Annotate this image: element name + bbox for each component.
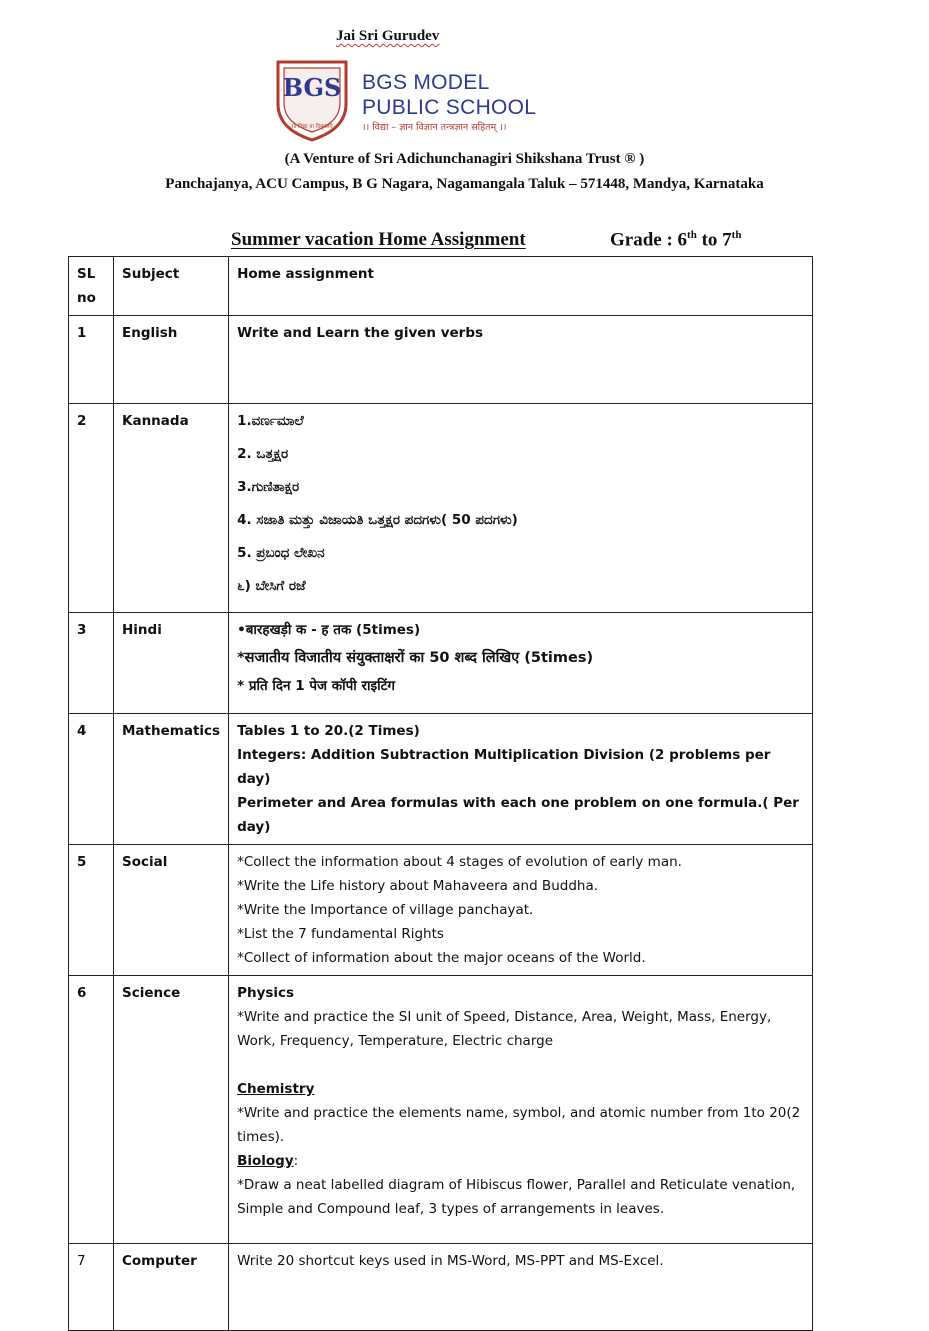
page-title: Summer vacation Home Assignment (231, 229, 526, 250)
table-row-science (69, 976, 813, 1244)
grade-label: Grade : 6th to 7th (610, 229, 742, 251)
biology-heading-line: Biology: (237, 1153, 299, 1169)
row-sl: 1 (69, 316, 114, 404)
table-row-hindi (69, 613, 813, 714)
row-subject: Hindi (114, 613, 229, 714)
row-assignment: 1.ವರ್ಣಮಾಲೆ 2. ಒತ್ತಕ್ಷರ 3.ಗುಣಿತಾಕ್ಷರ 4. ಸಜಾತಿ ಮತ್ತು ವಿಜಾಯತಿ ಒತ್ತಕ್ಷರ ಪದಗಳು( 50 ಪದಗಳು) 5. ಪ್ರಬಂಧ ಲೇಖನ ೬) ಬೇಸಿಗೆ ರಜೆ (229, 404, 813, 613)
header-sl: SL no (69, 257, 114, 316)
row-subject: English (114, 316, 229, 404)
table-row-computer (69, 1244, 813, 1331)
school-name: BGS MODEL PUBLIC SCHOOL (362, 71, 537, 119)
assignment-table (68, 256, 813, 1331)
header-subject: Subject (114, 257, 229, 316)
physics-heading: Physics (237, 985, 295, 1001)
address-line: Panchajanya, ACU Campus, B G Nagara, Nagamangala Taluk – 571448, Mandya, Karnataka (165, 176, 764, 192)
row-assignment: Tables 1 to 20.(2 Times) Integers: Addition Subtraction Multiplication Division (2 problems per day) Perimeter and Area formulas with each one problem on one formula.( Per day) (229, 714, 813, 845)
table-row-social (69, 845, 813, 976)
row-sl: 7 (69, 1244, 114, 1331)
chemistry-text: *Write and practice the elements name, symbol, and atomic number from 1to 20(2 times). (237, 1105, 801, 1145)
row-assignment: *Collect the information about 4 stages of evolution of early man. *Write the Life history about Mahaveera and Buddha. *Write the Importance of village panchayat. *List the 7 fundamental Rights *Collect of information about the major oceans of the World. (229, 845, 813, 976)
header-assignment: Home assignment (229, 257, 813, 316)
row-sl: 2 (69, 404, 114, 613)
school-motto: Jai Sri Gurudev (336, 28, 440, 44)
row-subject: Computer (114, 1244, 229, 1331)
row-assignment: Write and Learn the given verbs (229, 316, 813, 404)
table-row-english (69, 316, 813, 404)
row-sl: 4 (69, 714, 114, 845)
logo-letters-bg: BGS (282, 73, 342, 102)
row-subject: Social (114, 845, 229, 976)
chemistry-heading: Chemistry (237, 1081, 315, 1097)
row-assignment: •बारहखड़ी क - ह तक (5times) *सजातीय विजातीय संयुक्ताक्षरों का 50 शब्द लिखिए (5times) * प्रति दिन 1 पेज कॉपी राइटिंग (229, 613, 813, 714)
trust-line: (A Venture of Sri Adichunchanagiri Shikshana Trust ® ) (284, 151, 645, 167)
row-sl: 5 (69, 845, 114, 976)
school-logo (272, 58, 352, 142)
row-sl: 6 (69, 976, 114, 1244)
row-subject: Mathematics (114, 714, 229, 845)
row-subject: Kannada (114, 404, 229, 613)
table-row-kannada (69, 404, 813, 613)
physics-text: *Write and practice the SI unit of Speed, Distance, Area, Weight, Mass, Energy, Work, Frequency, Temperature, Electric charge (237, 1009, 772, 1049)
logo-caption: सा विद्या या विमुक्तये (291, 124, 333, 130)
row-subject: Science (114, 976, 229, 1244)
biology-text: *Draw a neat labelled diagram of Hibiscus flower, Parallel and Reticulate venation, Simple and Compound leaf, 3 types of arrangements in leaves. (237, 1177, 796, 1217)
row-sl: 3 (69, 613, 114, 714)
school-tagline: ।। विद्या – ज्ञान विज्ञान तन्त्रज्ञान सहितम् ।। (362, 122, 507, 133)
row-assignment: Write 20 shortcut keys used in MS-Word, MS-PPT and MS-Excel. (229, 1244, 813, 1331)
table-row-mathematics (69, 714, 813, 845)
table-header-row (69, 257, 813, 316)
row-assignment (229, 976, 813, 1244)
